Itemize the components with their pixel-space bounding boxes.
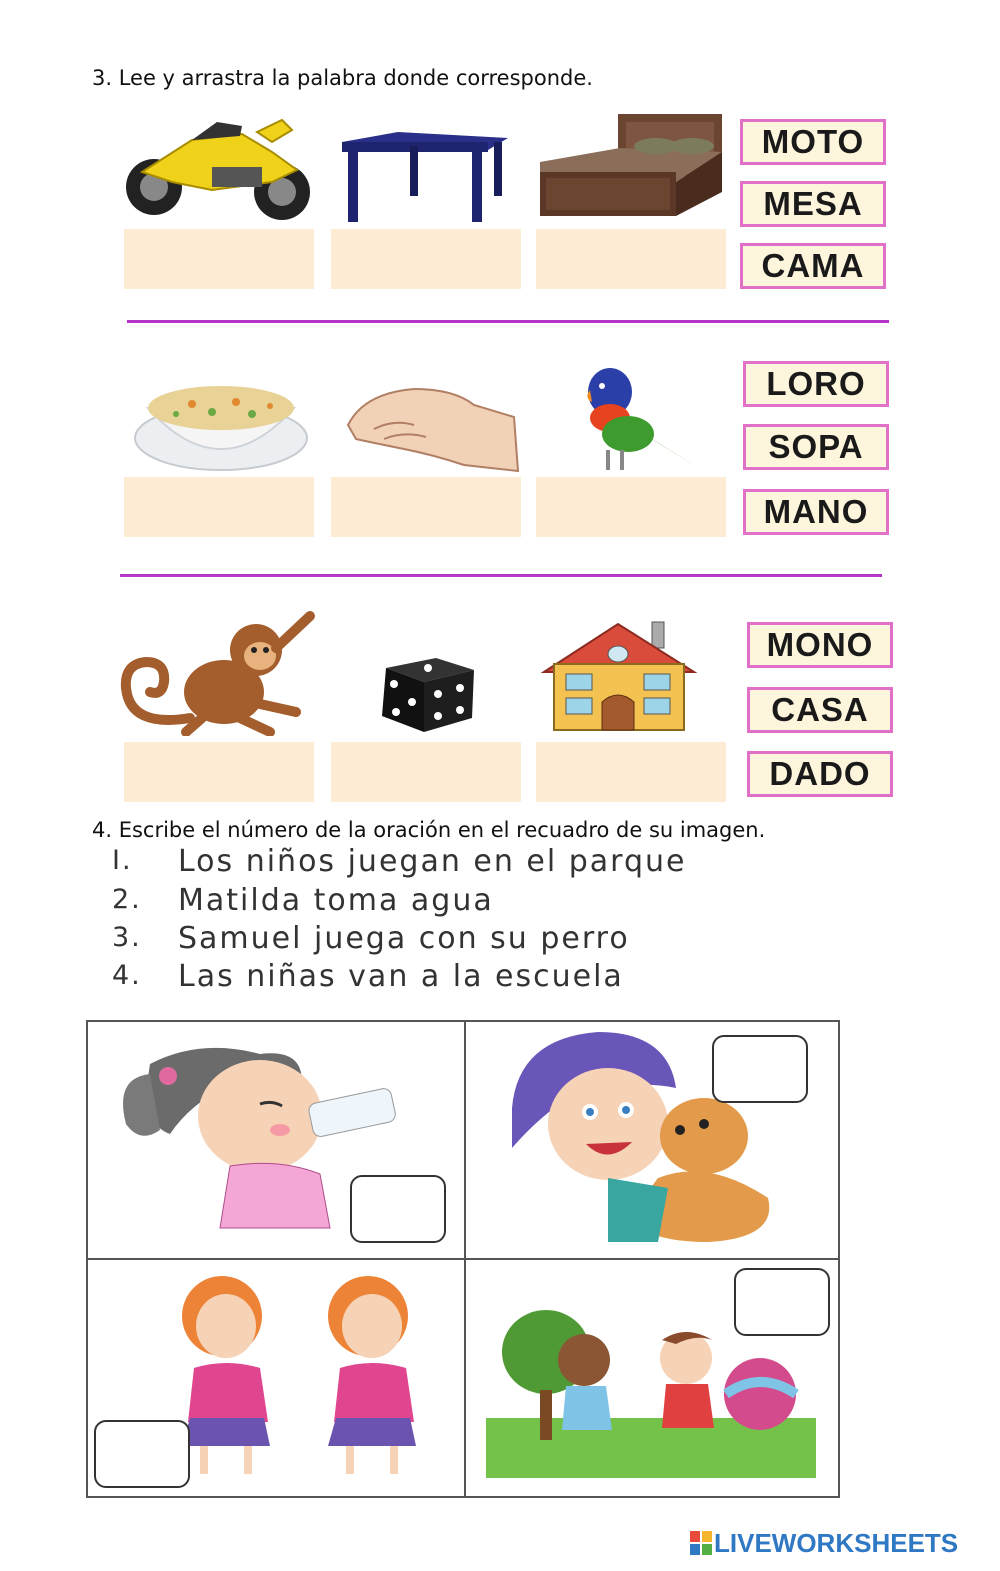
answer-box-panel-1[interactable]	[350, 1175, 446, 1243]
sentence-2-number: 2.	[112, 884, 142, 915]
word-mesa[interactable]: MESA	[740, 181, 886, 227]
motorcycle-image	[122, 112, 316, 224]
drop-zone-hand[interactable]	[331, 477, 521, 537]
word-sopa[interactable]: SOPA	[743, 424, 889, 470]
drop-zone-parrot[interactable]	[536, 477, 726, 537]
house-image	[540, 618, 698, 734]
word-moto[interactable]: MOTO	[740, 119, 886, 165]
drop-zone-soup[interactable]	[124, 477, 314, 537]
word-dado[interactable]: DADO	[747, 751, 893, 797]
sentence-1-number: I.	[112, 845, 133, 876]
monkey-image	[120, 608, 322, 736]
word-mono[interactable]: MONO	[747, 622, 893, 668]
separator-line	[127, 320, 889, 323]
sentence-4-text: Las niñas van a la escuela	[178, 959, 624, 994]
sentence-1-text: Los niños juegan en el parque	[178, 844, 687, 879]
drop-zone-dice[interactable]	[331, 742, 521, 802]
two-girls-school-image	[160, 1272, 456, 1482]
word-loro[interactable]: LORO	[743, 361, 889, 407]
bed-image	[536, 112, 726, 222]
liveworksheets-brand-text: LIVEWORKSHEETS	[714, 1528, 959, 1558]
word-mano[interactable]: MANO	[743, 489, 889, 535]
drop-zone-bed[interactable]	[536, 229, 726, 289]
hand-image	[344, 383, 520, 473]
sentence-2-text: Matilda toma agua	[178, 883, 494, 918]
sentence-3-number: 3.	[112, 922, 142, 953]
drop-zone-table[interactable]	[331, 229, 521, 289]
drop-zone-motorcycle[interactable]	[124, 229, 314, 289]
exercise4-instruction: 4. Escribe el número de la oración en el recuadro de su imagen.	[92, 818, 766, 842]
soup-image	[132, 370, 310, 474]
word-cama[interactable]: CAMA	[740, 243, 886, 289]
exercise3-instruction: 3. Lee y arrastra la palabra donde corresponde.	[92, 66, 593, 90]
parrot-image	[580, 362, 706, 476]
sentence-4-number: 4.	[112, 960, 142, 991]
sentence-3-text: Samuel juega con su perro	[178, 921, 630, 956]
word-casa[interactable]: CASA	[747, 687, 893, 733]
liveworksheets-logo-icon	[690, 1531, 714, 1557]
boys-playing-park-image	[486, 1310, 820, 1490]
table-image	[338, 128, 512, 226]
answer-box-panel-4[interactable]	[734, 1268, 830, 1336]
liveworksheets-logo	[690, 1528, 958, 1559]
answer-box-panel-2[interactable]	[712, 1035, 808, 1103]
grid-divider	[86, 1258, 840, 1260]
separator-line	[120, 574, 882, 577]
dice-image	[376, 654, 478, 734]
drop-zone-house[interactable]	[536, 742, 726, 802]
drop-zone-monkey[interactable]	[124, 742, 314, 802]
answer-box-panel-3[interactable]	[94, 1420, 190, 1488]
